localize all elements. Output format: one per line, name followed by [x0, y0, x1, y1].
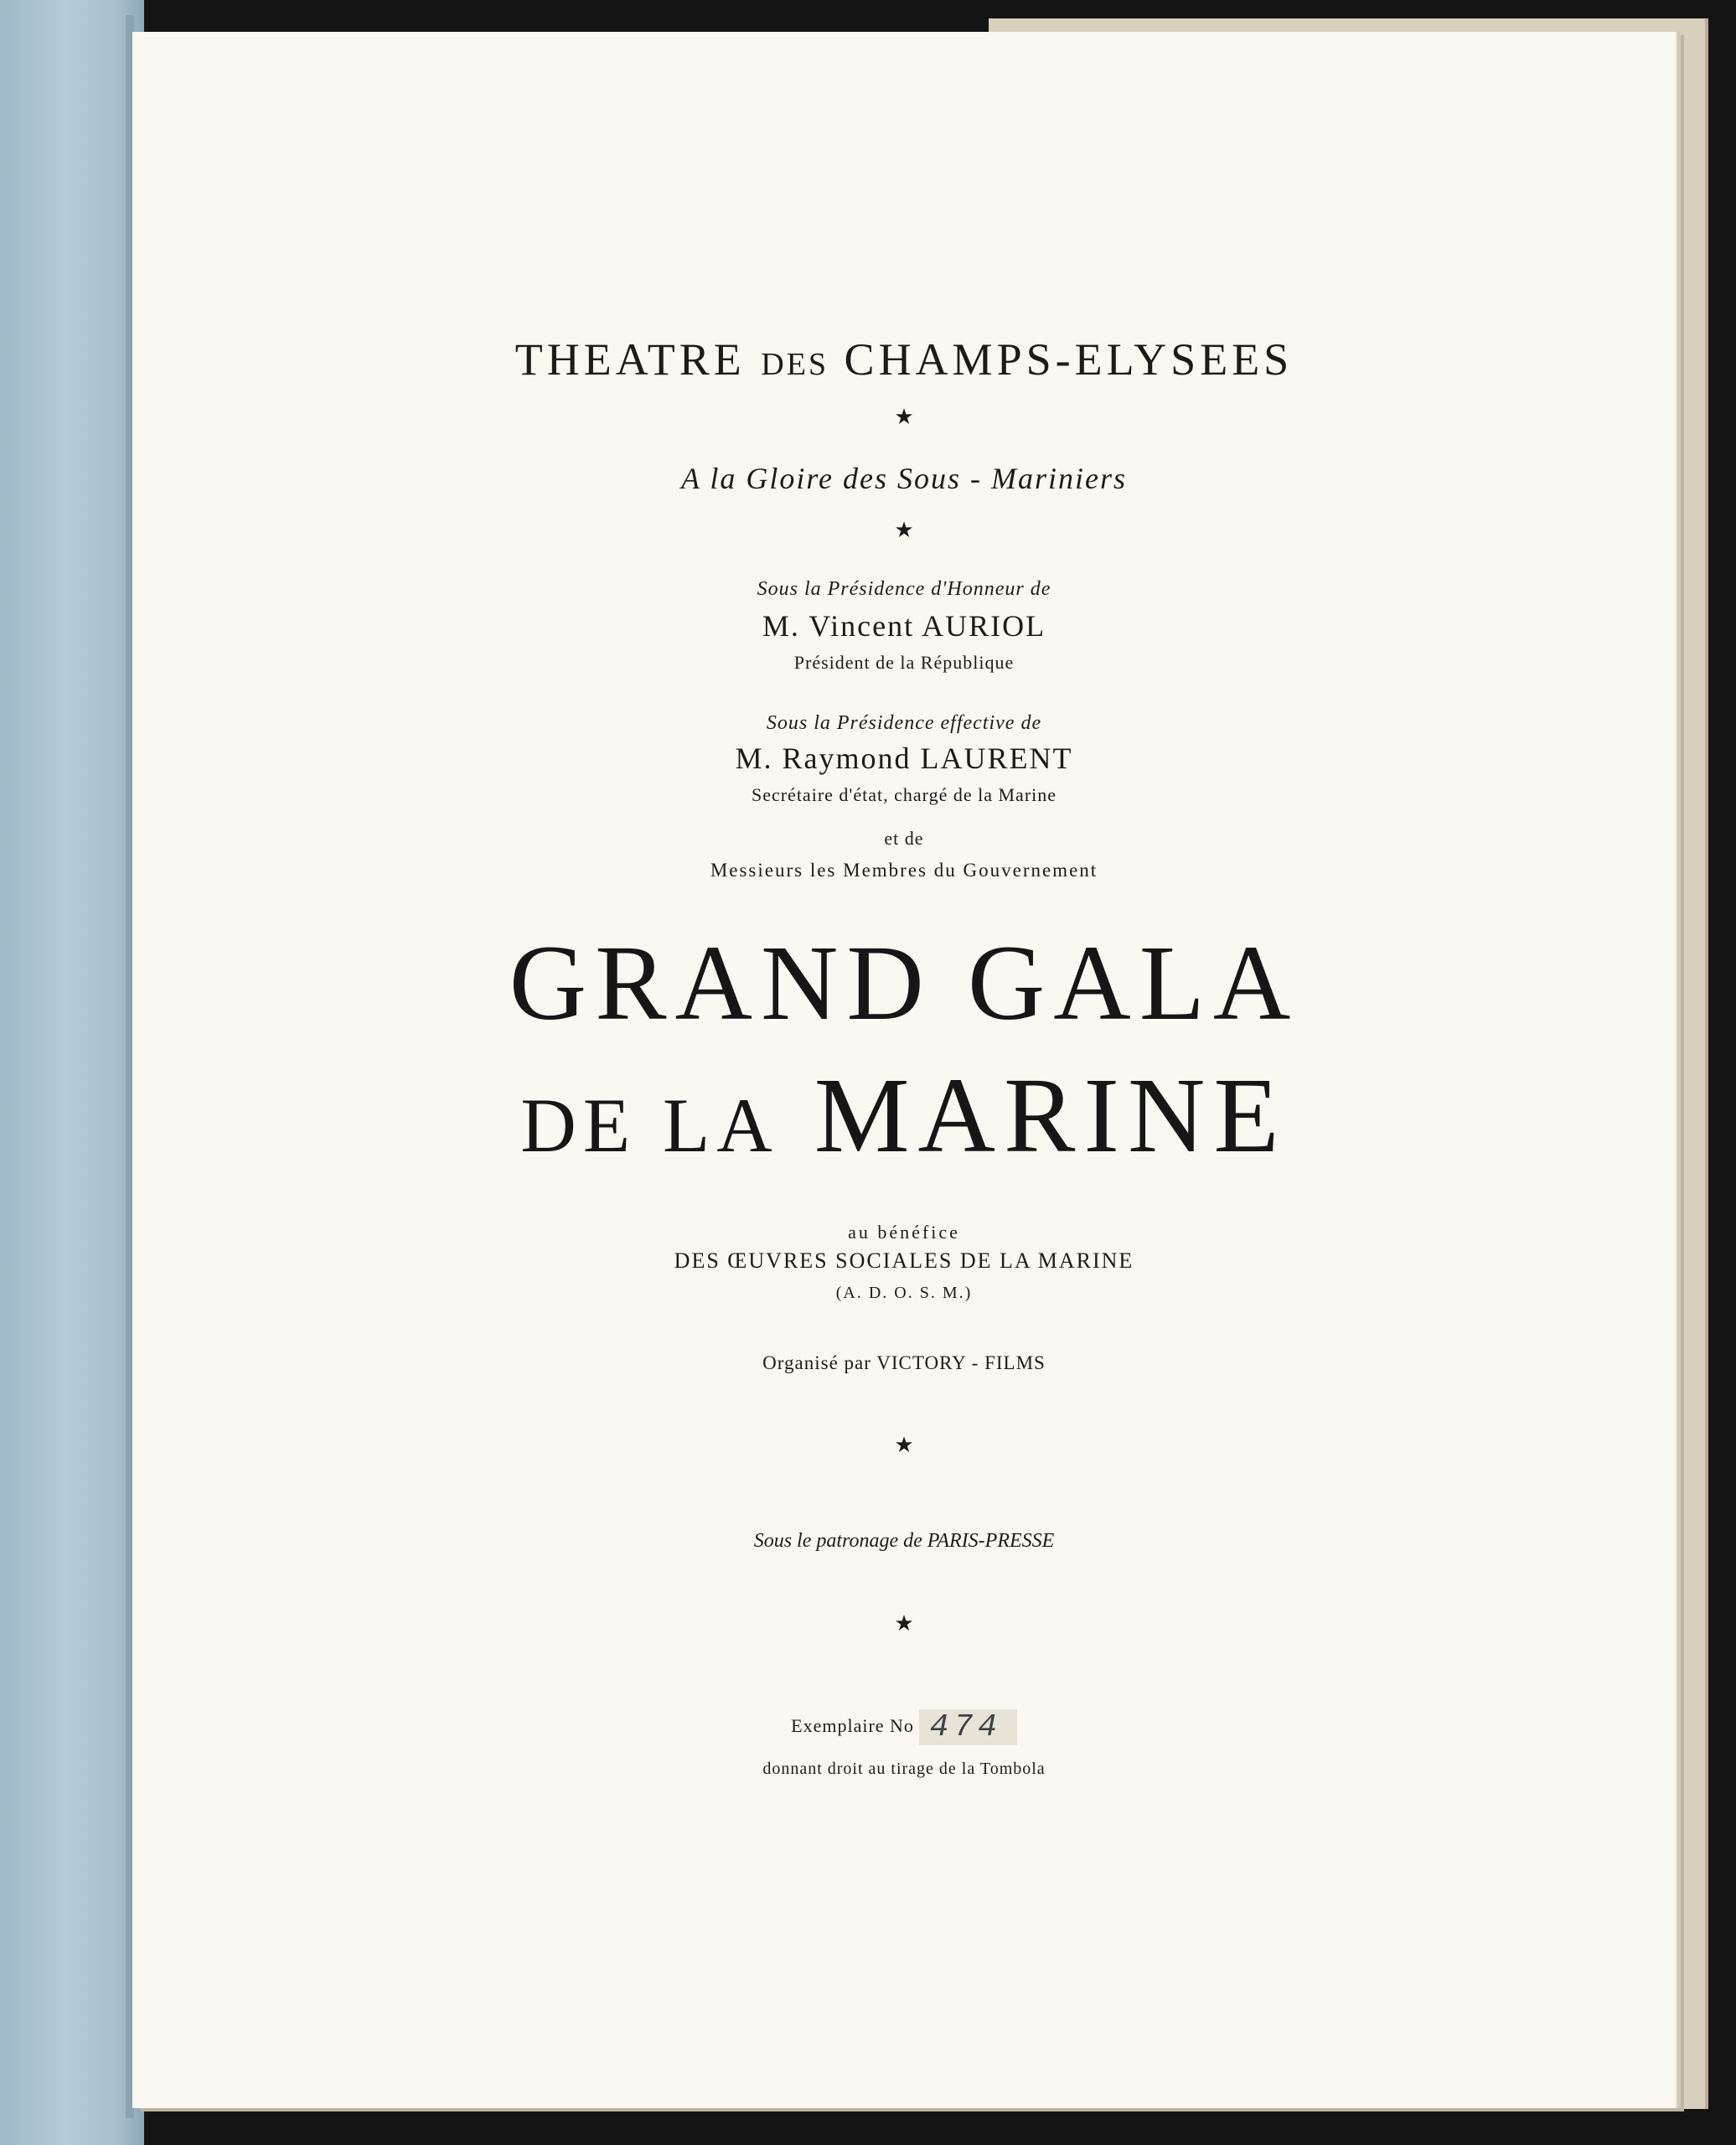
gala-title-prefix: DE LA [520, 1083, 779, 1168]
effective-presidency-label: Sous la Présidence effective de [766, 712, 1042, 734]
gala-title-line2 [132, 1054, 1676, 1177]
patronage-line: Sous le patronage de PARIS-PRESSE [753, 1530, 1055, 1552]
effective-president-title: Secrétaire d'état, chargé de la Marine [751, 784, 1057, 805]
page-content [132, 32, 1676, 2108]
benefit-beneficiary: DES ŒUVRES SOCIALES DE LA MARINE [674, 1248, 1134, 1273]
government-members: Messieurs les Membres du Gouvernement [710, 860, 1098, 881]
organizer-line: Organisé par VICTORY - FILMS [762, 1352, 1046, 1373]
venue-word-champs-elysees: CHAMPS-ELYSEES [844, 334, 1294, 385]
venue-heading [132, 333, 1676, 385]
copy-number-line [132, 1709, 1676, 1745]
gala-title-line1: GRAND GALA [509, 923, 1299, 1042]
venue-word-theatre: THEATRE [514, 334, 746, 385]
benefit-intro: au bénéfice [848, 1222, 960, 1243]
star-ornament-3: ★ [894, 1433, 914, 1457]
star-ornament-1: ★ [894, 405, 914, 429]
honorary-president-title: Président de la République [793, 652, 1015, 673]
programme-page [132, 32, 1676, 2108]
star-ornament-4: ★ [894, 1611, 914, 1636]
honorary-president-name: M. Vincent AURIOL [762, 609, 1046, 643]
gala-title-marine: MARINE [814, 1056, 1288, 1175]
benefit-acronym: (A. D. O. S. M.) [835, 1284, 973, 1302]
tombola-note: donnant droit au tirage de la Tombola [762, 1760, 1046, 1778]
dedication-line: A la Gloire des Sous - Mariniers [681, 462, 1127, 495]
government-connector: et de [884, 828, 924, 849]
copy-number-label: Exemplaire No [791, 1715, 914, 1736]
venue-word-des: DES [761, 347, 829, 382]
blue-cover-flap [0, 0, 144, 2145]
star-ornament-2: ★ [894, 518, 914, 542]
copy-number-value: 474 [919, 1709, 1016, 1745]
honorary-presidency-label: Sous la Présidence d'Honneur de [757, 578, 1051, 600]
effective-president-name: M. Raymond LAURENT [735, 742, 1073, 775]
